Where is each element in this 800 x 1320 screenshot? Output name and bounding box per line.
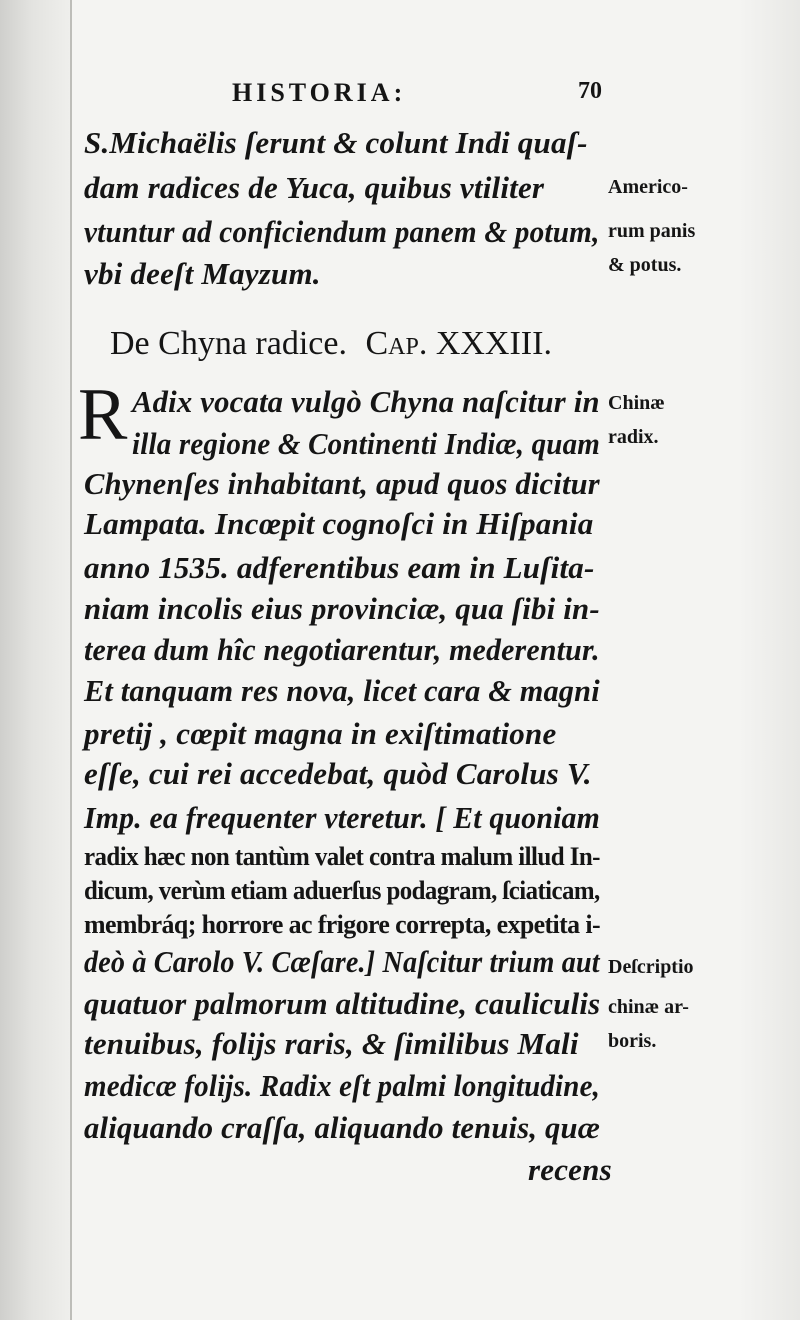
chapter-title: De Chyna radice. (110, 325, 347, 362)
text-line: niam incolis eius provinciæ, qua ſibi in- (84, 591, 600, 626)
margin-note-line: Americo- (608, 176, 688, 198)
text-line: terea dum hîc negotiarentur, mederentur. (84, 632, 600, 667)
text-line: Imp. ea frequenter vteretur. [ Et quoniam (84, 800, 601, 835)
margin-note-line: rum panis (608, 220, 696, 242)
text-line: dam radices de Yuca, quibus vtiliter (84, 170, 545, 205)
drop-cap: R (78, 374, 128, 456)
running-title: HISTORIA: (232, 78, 407, 107)
text-line: tenuibus, folijs raris, & ſimilibus Mali (84, 1026, 579, 1061)
text-line: illa regione & Continenti Indiæ, quam (132, 426, 601, 461)
text-line: S.Michaëlis ſerunt & colunt Indi quaſ- (84, 125, 588, 160)
text-line: pretij , cœpit magna in exiſtimatione (84, 716, 557, 751)
text-line: Lampata. Incœpit cognoſci in Hiſpania (84, 506, 594, 541)
page-right-edge (738, 0, 800, 1320)
chapter-heading (110, 325, 552, 363)
text-line: quatuor palmorum altitudine, cauliculis (84, 986, 601, 1021)
text-line: radix hæc non tantùm valet contra malum illud In- (84, 842, 600, 871)
margin-note-line: Chinæ (608, 392, 665, 414)
text-line: medicæ folijs. Radix eſt palmi longitudine, (84, 1068, 601, 1103)
catchword: recens (528, 1152, 612, 1187)
margin-note-line: boris. (608, 1030, 657, 1052)
margin-note-line: & potus. (608, 254, 682, 276)
margin-note-line: radix. (608, 426, 659, 448)
text-line: vtuntur ad conficiendum panem & potum, (84, 214, 600, 249)
text-line: eſſe, cui rei accedebat, quòd Carolus V. (84, 756, 592, 791)
text-line: vbi deeſt Mayzum. (84, 256, 321, 291)
text-line: membráq; horrore ac frigore correpta, expetita i- (84, 910, 601, 939)
page-gutter (0, 0, 70, 1320)
text-line: dicum, verùm etiam aduerſus podagram, ſciaticam, (84, 876, 600, 905)
margin-note-line: chinæ ar- (608, 996, 689, 1018)
text-line: Adix vocata vulgò Chyna naſcitur in (132, 384, 600, 419)
text-line: deò à Carolo V. Cæſare.] Naſcitur trium aut (84, 944, 600, 979)
text-line: anno 1535. adferentibus eam in Luſita- (84, 550, 595, 585)
text-line: aliquando craſſa, aliquando tenuis, quæ (84, 1110, 601, 1145)
text-line: Et tanquam res nova, licet cara & magni (84, 673, 600, 708)
margin-note-line: Deſcriptio (608, 956, 694, 978)
chapter-number: Cap. XXXIII. (365, 325, 552, 362)
gutter-divider (70, 0, 72, 1320)
text-line: Chynenſes inhabitant, apud quos dicitur (84, 466, 600, 501)
page-number: 70 (578, 78, 602, 104)
